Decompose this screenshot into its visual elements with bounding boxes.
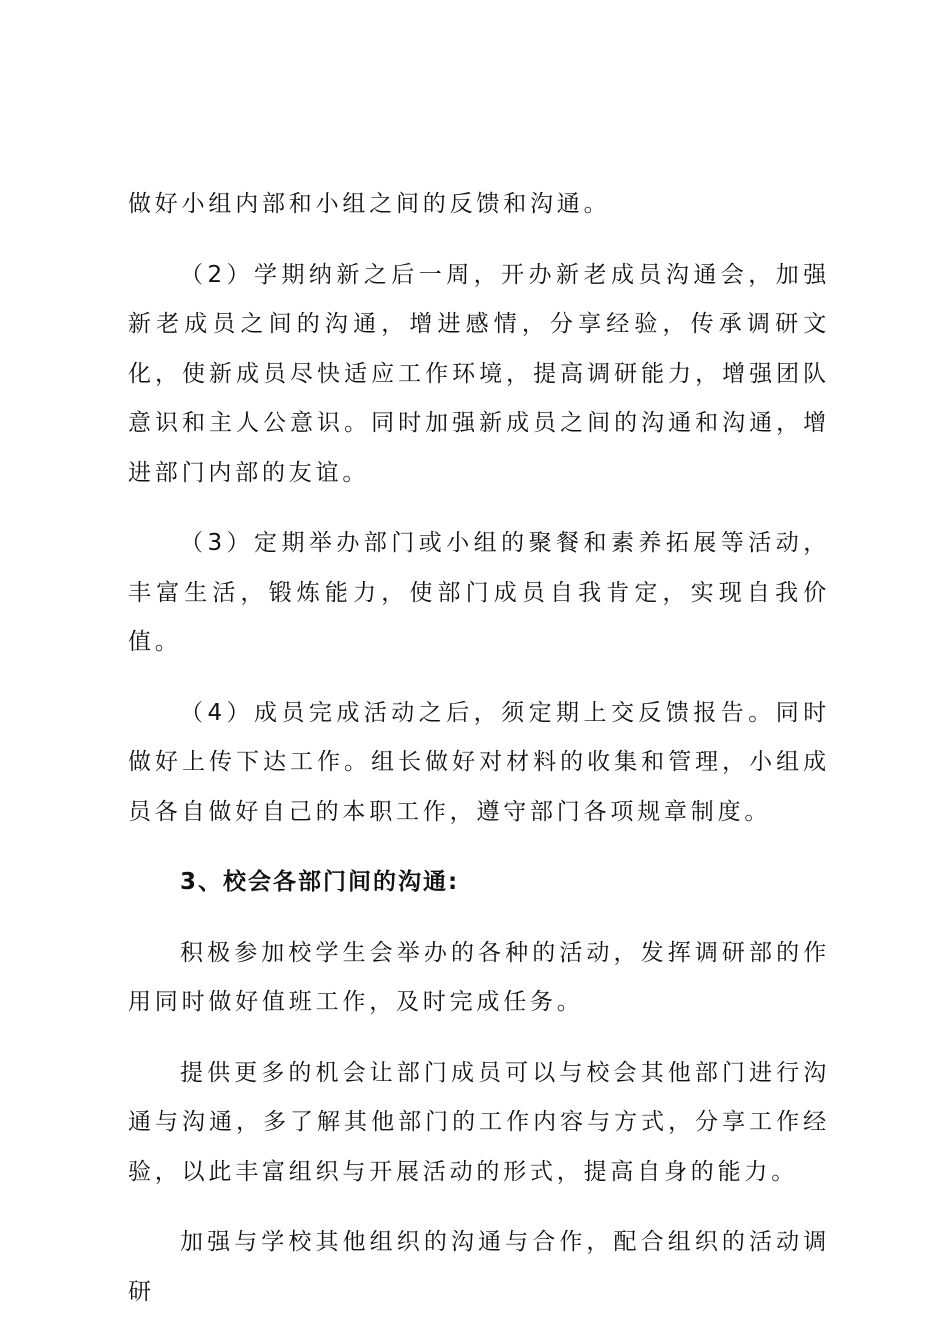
paragraph-item-2: （2）学期纳新之后一周，开办新老成员沟通会，加强新老成员之间的沟通，增进感情，分享经验，传承调研文化，使新成员尽快适应工作环境，提高调研能力，增强团队意识和主人公意识。同时加强新成员之间的沟通和沟通，增进部门内部的友谊。	[128, 261, 830, 486]
paragraph-item-4: （4）成员完成活动之后，须定期上交反馈报告。同时做好上传下达工作。组长做好对材料的收集和管理，小组成员各自做好自己的本职工作，遵守部门各项规章制度。	[128, 699, 830, 825]
section-heading: 3、校会各部门间的沟通:	[180, 869, 460, 895]
paragraph-continuation: 做好小组内部和小组之间的反馈和沟通。	[128, 191, 611, 217]
paragraph-cooperation: 加强与学校其他组织的沟通与合作，配合组织的活动调研	[128, 1229, 830, 1305]
paragraph-item-3: （3）定期举办部门或小组的聚餐和素养拓展等活动，丰富生活，锻炼能力，使部门成员自我肯定，实现自我价值。	[128, 530, 830, 655]
paragraph-activities: 积极参加校学生会举办的各种的活动，发挥调研部的作用同时做好值班工作，及时完成任务。	[128, 939, 830, 1015]
paragraph-opportunities: 提供更多的机会让部门成员可以与校会其他部门进行沟通与沟通，多了解其他部门的工作内容与方式，分享工作经验，以此丰富组织与开展活动的形式，提高自身的能力。	[128, 1059, 830, 1185]
document-body	[128, 180, 830, 1338]
